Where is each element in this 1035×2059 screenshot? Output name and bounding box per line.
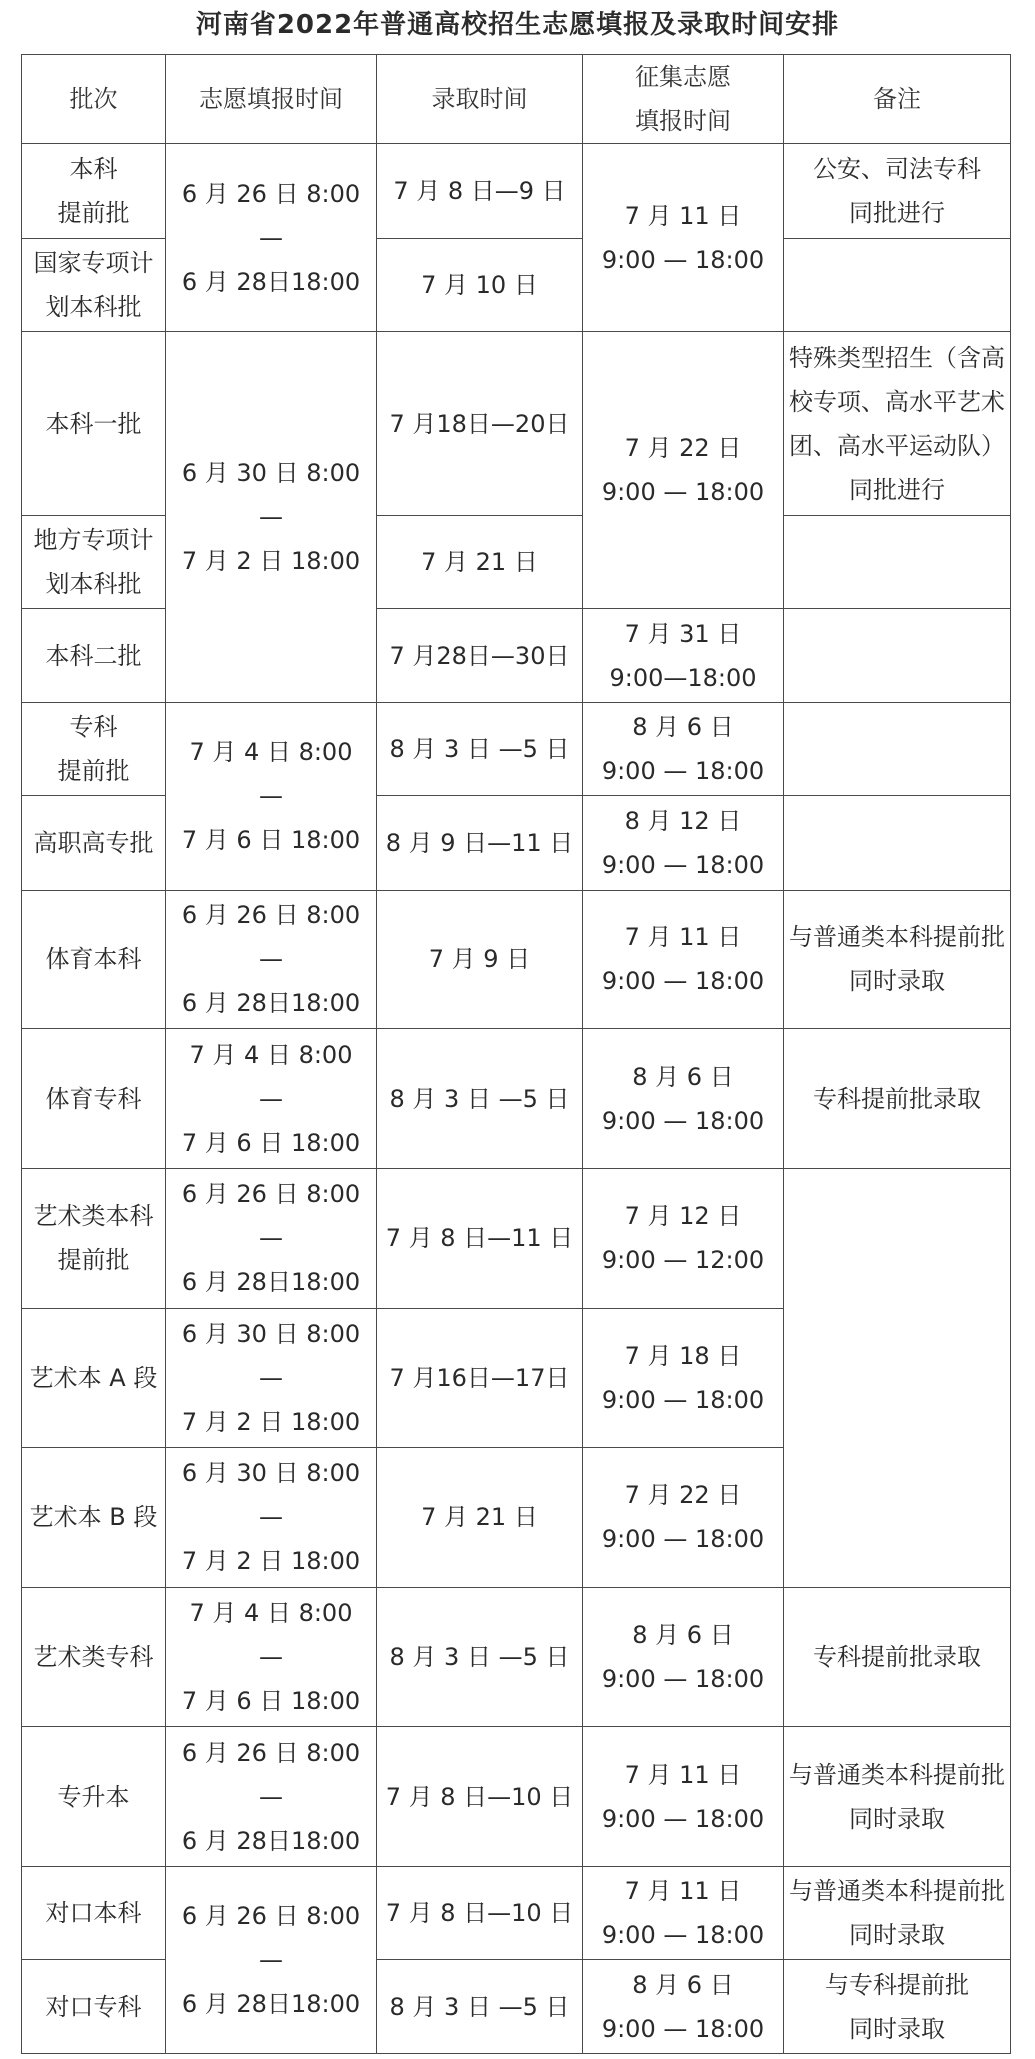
note-cell [784, 238, 1011, 331]
admit-time-cell: 7 月 8 日—11 日 [377, 1168, 583, 1308]
admit-time-cell: 7 月 21 日 [377, 516, 583, 609]
note-cell: 专科提前批录取 [784, 1029, 1011, 1169]
fill-time-cell: 6 月 30 日 8:00 — 7 月 2 日 18:00 [166, 332, 377, 703]
admit-time-cell: 7 月 9 日 [377, 890, 583, 1029]
note-cell [784, 516, 1011, 609]
fill-time-cell: 6 月 30 日 8:00 — 7 月 2 日 18:00 [166, 1308, 377, 1448]
collect-time-cell: 8 月 6 日 9:00 — 18:00 [583, 1587, 784, 1727]
fill-time-cell: 6 月 26 日 8:00 — 6 月 28日18:00 [166, 890, 377, 1029]
collect-time-cell: 8 月 6 日 9:00 — 18:00 [583, 1960, 784, 2054]
batch-cell: 地方专项计 划本科批 [22, 516, 166, 609]
table-row [22, 1727, 1011, 1867]
fill-time-cell: 7 月 4 日 8:00 — 7 月 6 日 18:00 [166, 1029, 377, 1169]
admit-time-cell: 7 月18日—20日 [377, 332, 583, 516]
note-cell: 与普通类本科提前批 同时录取 [784, 1867, 1011, 1960]
table-row [22, 1168, 1011, 1308]
note-cell: 公安、司法专科 同批进行 [784, 144, 1011, 238]
fill-time-cell: 6 月 26 日 8:00 — 6 月 28日18:00 [166, 144, 377, 332]
header-note: 备注 [784, 55, 1011, 144]
note-cell [784, 796, 1011, 890]
collect-time-cell: 7 月 31 日 9:00—18:00 [583, 609, 784, 702]
header-admit-time: 录取时间 [377, 55, 583, 144]
batch-cell: 高职高专批 [22, 796, 166, 890]
batch-cell: 对口专科 [22, 1960, 166, 2054]
admit-time-cell: 7 月16日—17日 [377, 1308, 583, 1448]
batch-cell: 本科二批 [22, 609, 166, 702]
collect-time-cell: 8 月 6 日 9:00 — 18:00 [583, 702, 784, 795]
admit-time-cell: 8 月 3 日 —5 日 [377, 1960, 583, 2054]
admit-time-cell: 8 月 3 日 —5 日 [377, 702, 583, 795]
fill-time-cell: 6 月 30 日 8:00 — 7 月 2 日 18:00 [166, 1448, 377, 1588]
table-row [22, 890, 1011, 1029]
collect-time-cell: 7 月 22 日 9:00 — 18:00 [583, 1448, 784, 1588]
admit-time-cell: 8 月 3 日 —5 日 [377, 1029, 583, 1169]
table-row [22, 1029, 1011, 1169]
note-cell [784, 609, 1011, 702]
header-fill-time: 志愿填报时间 [166, 55, 377, 144]
admit-time-cell: 7 月28日—30日 [377, 609, 583, 702]
collect-time-cell: 7 月 12 日 9:00 — 12:00 [583, 1168, 784, 1308]
schedule-table [21, 54, 1011, 2054]
admit-time-cell: 7 月 8 日—10 日 [377, 1727, 583, 1867]
admit-time-cell: 7 月 10 日 [377, 238, 583, 331]
header-row [22, 55, 1011, 144]
table-row [22, 332, 1011, 516]
admit-time-cell: 8 月 3 日 —5 日 [377, 1587, 583, 1727]
batch-cell: 专科 提前批 [22, 702, 166, 795]
collect-time-cell: 7 月 11 日 9:00 — 18:00 [583, 144, 784, 332]
batch-cell: 专升本 [22, 1727, 166, 1867]
batch-cell: 艺术本 B 段 [22, 1448, 166, 1588]
fill-time-cell: 7 月 4 日 8:00 — 7 月 6 日 18:00 [166, 1587, 377, 1727]
batch-cell: 艺术类专科 [22, 1587, 166, 1727]
admit-time-cell: 7 月 21 日 [377, 1448, 583, 1588]
note-cell [784, 1168, 1011, 1587]
table-row [22, 1867, 1011, 1960]
collect-time-cell: 7 月 11 日 9:00 — 18:00 [583, 890, 784, 1029]
batch-cell: 体育专科 [22, 1029, 166, 1169]
fill-time-cell: 6 月 26 日 8:00 — 6 月 28日18:00 [166, 1867, 377, 2054]
collect-time-cell: 7 月 18 日 9:00 — 18:00 [583, 1308, 784, 1448]
collect-time-cell: 7 月 22 日 9:00 — 18:00 [583, 332, 784, 609]
note-cell: 与普通类本科提前批 同时录取 [784, 890, 1011, 1029]
admit-time-cell: 7 月 8 日—9 日 [377, 144, 583, 238]
fill-time-cell: 6 月 26 日 8:00 — 6 月 28日18:00 [166, 1168, 377, 1308]
header-collect-time: 征集志愿 填报时间 [583, 55, 784, 144]
table-row [22, 702, 1011, 795]
admit-time-cell: 7 月 8 日—10 日 [377, 1867, 583, 1960]
admit-time-cell: 8 月 9 日—11 日 [377, 796, 583, 890]
batch-cell: 艺术类本科 提前批 [22, 1168, 166, 1308]
batch-cell: 本科一批 [22, 332, 166, 516]
table-row [22, 1587, 1011, 1727]
header-batch: 批次 [22, 55, 166, 144]
collect-time-cell: 8 月 12 日 9:00 — 18:00 [583, 796, 784, 890]
fill-time-cell: 7 月 4 日 8:00 — 7 月 6 日 18:00 [166, 702, 377, 890]
batch-cell: 国家专项计 划本科批 [22, 238, 166, 331]
note-cell: 与普通类本科提前批 同时录取 [784, 1727, 1011, 1867]
fill-time-cell: 6 月 26 日 8:00 — 6 月 28日18:00 [166, 1727, 377, 1867]
note-cell: 专科提前批录取 [784, 1587, 1011, 1727]
collect-time-cell: 7 月 11 日 9:00 — 18:00 [583, 1867, 784, 1960]
note-cell: 特殊类型招生（含高 校专项、高水平艺术 团、高水平运动队） 同批进行 [784, 332, 1011, 516]
batch-cell: 体育本科 [22, 890, 166, 1029]
note-cell: 与专科提前批 同时录取 [784, 1960, 1011, 2054]
batch-cell: 对口本科 [22, 1867, 166, 1960]
table-row [22, 144, 1011, 238]
collect-time-cell: 7 月 11 日 9:00 — 18:00 [583, 1727, 784, 1867]
note-cell [784, 702, 1011, 795]
collect-time-cell: 8 月 6 日 9:00 — 18:00 [583, 1029, 784, 1169]
batch-cell: 本科 提前批 [22, 144, 166, 238]
page-title: 河南省2022年普通高校招生志愿填报及录取时间安排 [195, 10, 840, 40]
batch-cell: 艺术本 A 段 [22, 1308, 166, 1448]
